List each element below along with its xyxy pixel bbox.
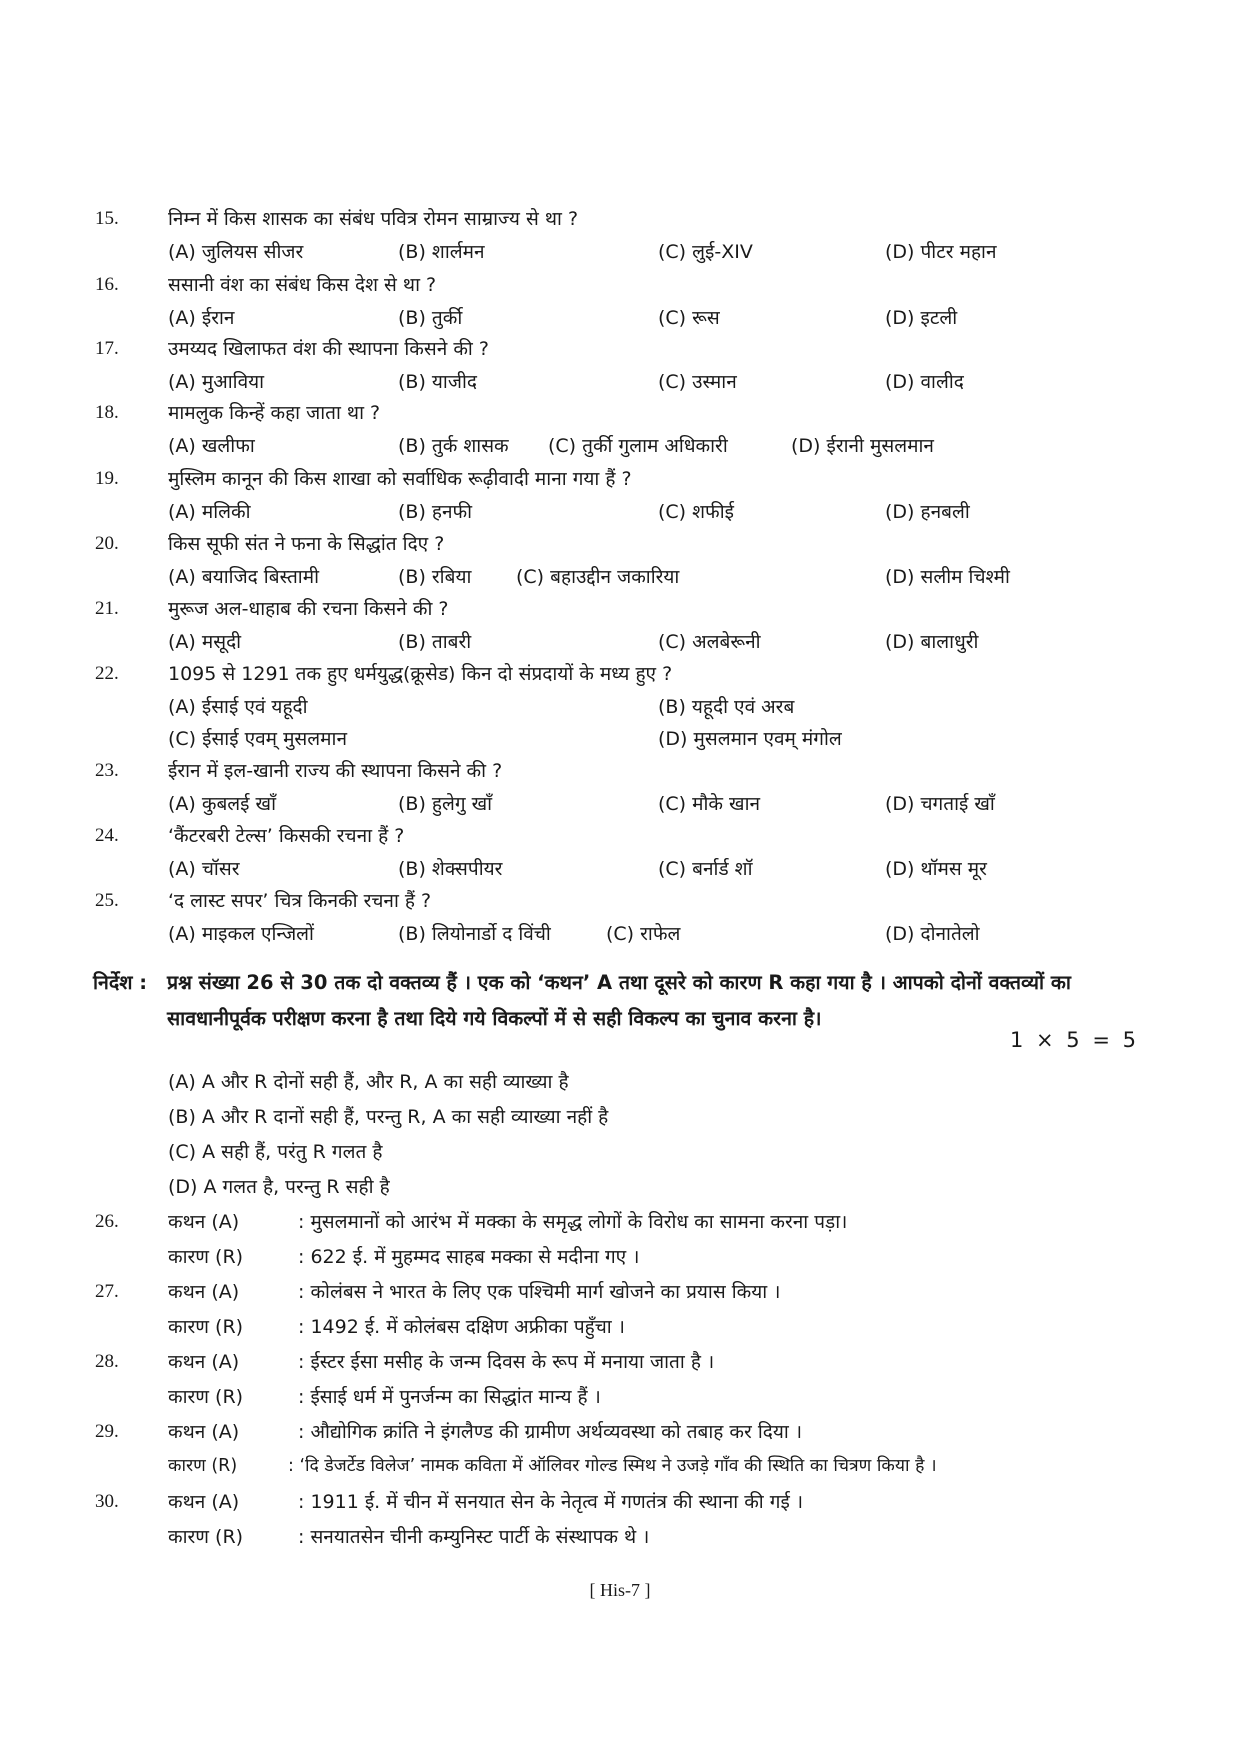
question-text: ‘द लास्ट सपर’ चित्र किनकी रचना हैं ? xyxy=(168,890,432,912)
options xyxy=(168,628,1158,656)
reason-row xyxy=(168,1313,625,1339)
question-text: मामलुक किन्हें कहा जाता था ? xyxy=(168,402,381,424)
question-number: 30. xyxy=(95,1491,119,1512)
option-b: (B) रबिया xyxy=(398,566,472,588)
option-d: (D) बालाधुरी xyxy=(885,631,979,653)
assertion-text: : कोलंबस ने भारत के लिए एक पश्चिमी मार्ग खोजने का प्रयास किया । xyxy=(298,1281,781,1303)
option-c: (C) राफेल xyxy=(606,923,681,945)
choice-d: (D) A गलत है, परन्तु R सही है xyxy=(168,1176,390,1198)
question-number: 22. xyxy=(95,663,119,684)
option-c: (C) लुई-XIV xyxy=(658,241,753,263)
options xyxy=(168,368,1158,396)
assertion-text: : ईस्टर ईसा मसीह के जन्म दिवस के रूप में मनाया जाता है । xyxy=(298,1351,715,1373)
option-c: (C) बहाउद्दीन जकारिया xyxy=(516,566,680,588)
reason-row xyxy=(168,1243,639,1269)
assertion-row xyxy=(168,1418,802,1444)
option-b: (B) तुर्क शासक xyxy=(398,435,509,457)
options xyxy=(168,498,1158,526)
reason-text: : 1492 ई. में कोलंबस दक्षिण अफ्रीका पहुँचा । xyxy=(298,1316,625,1338)
assertion-row xyxy=(168,1348,714,1374)
assertion-text: : 1911 ई. में चीन में सनयात सेन के नेतृत्व में गणतंत्र की स्थाना की गई । xyxy=(298,1491,804,1513)
option-c: (C) अलबेरूनी xyxy=(658,631,761,653)
option-b: (B) ताबरी xyxy=(398,631,472,653)
options xyxy=(168,790,1158,818)
option-c: (C) तुर्की गुलाम अधिकारी xyxy=(548,435,728,457)
choice-b: (B) A और R दानों सही हैं, परन्तु R, A का सही व्याख्या नहीं है xyxy=(168,1106,609,1128)
reason-label: कारण (R) xyxy=(168,1246,244,1268)
question-number: 19. xyxy=(95,468,119,489)
option-d: (D) वालीद xyxy=(885,371,964,393)
option-d: (D) पीटर महान xyxy=(885,241,997,263)
reason-text: : 622 ई. में मुहम्मद साहब मक्का से मदीना गए । xyxy=(298,1246,640,1268)
question-number: 25. xyxy=(95,890,119,911)
options xyxy=(168,238,1158,266)
reason-text: : ‘दि डेजर्टेड विलेज’ नामक कविता में ऑलिवर गोल्ड स्मिथ ने उजड़े गाँव की स्थिति का चित्रण किया है । xyxy=(288,1456,937,1476)
option-a: (A) मसूदी xyxy=(168,631,242,653)
marks-scheme: 1 × 5 = 5 xyxy=(1010,1028,1139,1052)
option-d: (D) ईरानी मुसलमान xyxy=(791,435,934,457)
option-c: (C) रूस xyxy=(658,307,720,329)
option-b: (B) शेक्सपीयर xyxy=(398,858,503,880)
reason-row xyxy=(168,1523,649,1549)
reason-row xyxy=(168,1383,601,1409)
options xyxy=(168,693,1158,750)
assertion-label: कथन (A) xyxy=(168,1281,240,1303)
question-number: 20. xyxy=(95,533,119,554)
option-a: (A) ईरान xyxy=(168,307,235,329)
option-a: (A) बयाजिद बिस्तामी xyxy=(168,566,319,588)
question-text: मुरूज अल-धाहाब की रचना किसने की ? xyxy=(168,598,449,620)
options xyxy=(168,855,1158,883)
question-number: 18. xyxy=(95,402,119,423)
assertion-text: : मुसलमानों को आरंभ में मक्का के समृद्ध लोगों के विरोध का सामना करना पड़ा। xyxy=(298,1211,848,1233)
assertion-row xyxy=(168,1488,803,1514)
option-a: (A) जुलियस सीजर xyxy=(168,241,304,263)
option-a: (A) ईसाई एवं यहूदी xyxy=(168,696,308,718)
reason-text: : ईसाई धर्म में पुनर्जन्म का सिद्धांत मान्य हैं । xyxy=(298,1386,601,1408)
options xyxy=(168,920,1158,948)
option-d: (D) हनबली xyxy=(885,501,970,523)
option-c: (C) बर्नार्ड शॉ xyxy=(658,858,753,880)
assertion-text: : औद्योगिक क्रांति ने इंगलैण्ड की ग्रामीण अर्थव्यवस्था को तबाह कर दिया । xyxy=(298,1421,803,1443)
option-b: (B) लियोनार्डो द विंची xyxy=(398,923,551,945)
question-text: ससानी वंश का संबंध किस देश से था ? xyxy=(168,274,437,296)
choice-c: (C) A सही हैं, परंतु R गलत है xyxy=(168,1141,383,1163)
question-text: मुस्लिम कानून की किस शाखा को सर्वाधिक रूढ़ीवादी माना गया हैं ? xyxy=(168,468,632,490)
assertion-label: कथन (A) xyxy=(168,1211,240,1233)
assertion-row xyxy=(168,1208,847,1234)
option-c: (C) उस्मान xyxy=(658,371,737,393)
assertion-row xyxy=(168,1278,780,1304)
question-number: 26. xyxy=(95,1211,119,1232)
option-c: (C) शफीई xyxy=(658,501,734,523)
option-b: (B) हनफी xyxy=(398,501,473,523)
option-a: (A) कुबलई खाँ xyxy=(168,793,277,815)
option-a: (A) मलिकी xyxy=(168,501,251,523)
question-number: 15. xyxy=(95,208,119,229)
option-c: (C) मौके खान xyxy=(658,793,761,815)
reason-label: कारण (R) xyxy=(168,1386,244,1408)
assertion-label: कथन (A) xyxy=(168,1421,240,1443)
question-number: 27. xyxy=(95,1281,119,1302)
option-b: (B) शार्लमन xyxy=(398,241,485,263)
option-a: (A) माइकल एन्जिलों xyxy=(168,923,314,945)
options xyxy=(168,304,1158,332)
reason-label: कारण (R) xyxy=(168,1456,238,1476)
directive-text: प्रश्न संख्या 26 से 30 तक दो वक्तव्य हैं । एक को ‘कथन’ A तथा दूसरे को कारण R कहा गया है । आपको दोनों वक्तव्यों का सावधानीपूर्वक परीक्षण करना है तथा दिये गये विकल्पों में से सही विकल्प का चुनाव करना है। xyxy=(167,971,1071,1030)
question-text: ‘कैंटरबरी टेल्स’ किसकी रचना हैं ? xyxy=(168,825,405,847)
option-b: (B) यहूदी एवं अरब xyxy=(658,696,795,718)
question-number: 29. xyxy=(95,1421,119,1442)
options xyxy=(168,563,1158,591)
question-number: 17. xyxy=(95,338,119,359)
question-text: किस सूफी संत ने फना के सिद्धांत दिए ? xyxy=(168,533,445,555)
question-number: 24. xyxy=(95,825,119,846)
question-number: 28. xyxy=(95,1351,119,1372)
directive-label: निर्देश : xyxy=(93,971,148,994)
option-d: (D) दोनातेलो xyxy=(885,923,980,945)
reason-text: : सनयातसेन चीनी कम्युनिस्ट पार्टी के संस्थापक थे । xyxy=(298,1526,650,1548)
question-number: 23. xyxy=(95,760,119,781)
question-number: 21. xyxy=(95,598,119,619)
option-a: (A) चॉसर xyxy=(168,858,240,880)
option-d: (D) इटली xyxy=(885,307,958,329)
option-b: (B) याजीद xyxy=(398,371,477,393)
option-b: (B) हुलेगु खाँ xyxy=(398,793,493,815)
question-text: उमय्यद खिलाफत वंश की स्थापना किसने की ? xyxy=(168,338,489,360)
choice-a: (A) A और R दोनों सही हैं, और R, A का सही व्याख्या है xyxy=(168,1071,569,1093)
option-d: (D) थॉमस मूर xyxy=(885,858,987,880)
option-a: (A) मुआविया xyxy=(168,371,265,393)
reason-label: कारण (R) xyxy=(168,1526,244,1548)
assertion-label: कथन (A) xyxy=(168,1351,240,1373)
assertion-label: कथन (A) xyxy=(168,1491,240,1513)
option-d: (D) मुसलमान एवम् मंगोल xyxy=(658,728,842,750)
question-text: निम्न में किस शासक का संबंध पवित्र रोमन साम्राज्य से था ? xyxy=(168,208,579,230)
reason-row xyxy=(168,1453,937,1477)
question-text: ईरान में इल-खानी राज्य की स्थापना किसने की ? xyxy=(168,760,503,782)
option-c: (C) ईसाई एवम् मुसलमान xyxy=(168,728,347,750)
page-footer: [ His-7 ] xyxy=(589,1580,651,1600)
option-a: (A) खलीफा xyxy=(168,435,255,457)
option-d: (D) चगताई खाँ xyxy=(885,793,995,815)
question-number: 16. xyxy=(95,274,119,295)
options xyxy=(168,432,1158,460)
option-b: (B) तुर्की xyxy=(398,307,463,329)
option-d: (D) सलीम चिश्मी xyxy=(885,566,1010,588)
question-text: 1095 से 1291 तक हुए धर्मयुद्ध(क्रूसेड) किन दो संप्रदायों के मध्य हुए ? xyxy=(168,663,673,685)
reason-label: कारण (R) xyxy=(168,1316,244,1338)
